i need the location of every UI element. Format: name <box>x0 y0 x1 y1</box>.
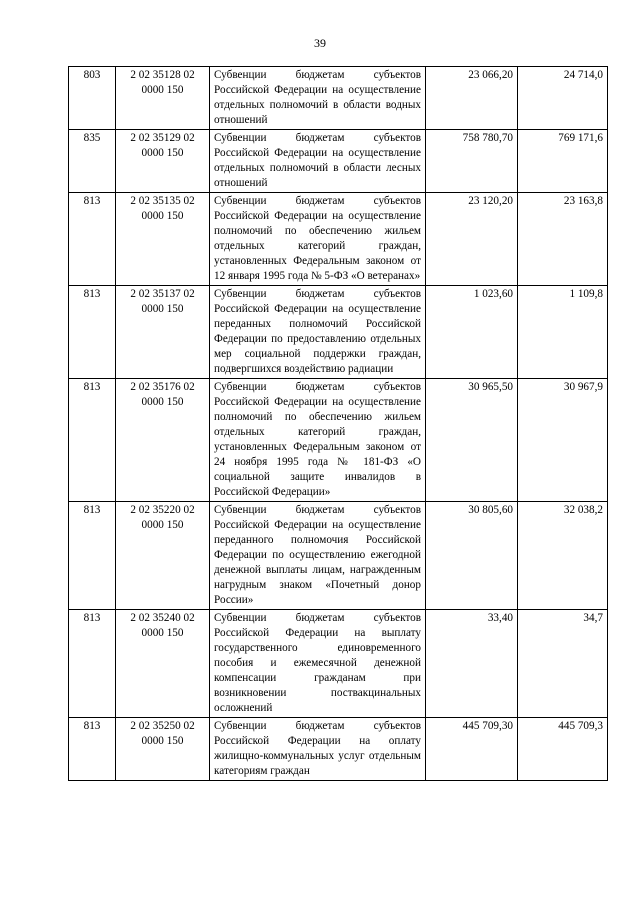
budget-code-line-1: 2 02 35129 02 <box>130 132 195 144</box>
budget-code-line-2: 0000 150 <box>141 627 184 639</box>
budget-code-cell <box>116 379 210 502</box>
budget-code-line-1: 2 02 35176 02 <box>130 381 195 393</box>
budget-code-line-2: 0000 150 <box>141 303 184 315</box>
amount-cell-1: 758 780,70 <box>426 130 518 193</box>
table-row <box>69 610 608 718</box>
description-cell: Субвенции бюджетам субъектов Российской Федерации на осуществление переданных полномочий Российской Федерации по предоставлению отдельных мер социальной поддержки граждан, подвергшихся воздействию радиации <box>210 286 426 379</box>
budget-code-line-1: 2 02 35135 02 <box>130 195 195 207</box>
admin-code-cell: 803 <box>69 67 116 130</box>
budget-table <box>68 66 608 781</box>
budget-code-line-1: 2 02 35240 02 <box>130 612 195 624</box>
amount-cell-1: 33,40 <box>426 610 518 718</box>
amount-cell-1: 23 066,20 <box>426 67 518 130</box>
amount-cell-1: 445 709,30 <box>426 718 518 781</box>
table-row <box>69 193 608 286</box>
table-body <box>69 67 608 781</box>
amount-cell-2: 23 163,8 <box>518 193 608 286</box>
budget-code-cell <box>116 610 210 718</box>
admin-code-cell: 813 <box>69 193 116 286</box>
budget-code-line-1: 2 02 35250 02 <box>130 720 195 732</box>
budget-code-cell <box>116 502 210 610</box>
page-number: 39 <box>314 36 326 50</box>
amount-cell-1: 23 120,20 <box>426 193 518 286</box>
amount-cell-2: 32 038,2 <box>518 502 608 610</box>
amount-cell-2: 30 967,9 <box>518 379 608 502</box>
description-cell: Субвенции бюджетам субъектов Российской Федерации на оплату жилищно-коммунальных услуг отдельным категориям граждан <box>210 718 426 781</box>
budget-code-line-1: 2 02 35128 02 <box>130 69 195 81</box>
budget-code-line-2: 0000 150 <box>141 735 184 747</box>
amount-cell-2: 445 709,3 <box>518 718 608 781</box>
table-row <box>69 286 608 379</box>
amount-cell-2: 769 171,6 <box>518 130 608 193</box>
admin-code-cell: 813 <box>69 718 116 781</box>
admin-code-cell: 813 <box>69 379 116 502</box>
budget-code-cell <box>116 718 210 781</box>
budget-code-line-2: 0000 150 <box>141 396 184 408</box>
amount-cell-2: 24 714,0 <box>518 67 608 130</box>
budget-code-cell <box>116 286 210 379</box>
amount-cell-1: 30 805,60 <box>426 502 518 610</box>
budget-code-line-1: 2 02 35220 02 <box>130 504 195 516</box>
description-cell: Субвенции бюджетам субъектов Российской Федерации на осуществление отдельных полномочий в области лесных отношений <box>210 130 426 193</box>
admin-code-cell: 813 <box>69 610 116 718</box>
budget-code-line-2: 0000 150 <box>141 147 184 159</box>
budget-code-line-2: 0000 150 <box>141 210 184 222</box>
amount-cell-1: 30 965,50 <box>426 379 518 502</box>
budget-code-cell <box>116 130 210 193</box>
admin-code-cell: 813 <box>69 286 116 379</box>
description-cell: Субвенции бюджетам субъектов Российской Федерации на осуществление отдельных полномочий в области водных отношений <box>210 67 426 130</box>
amount-cell-1: 1 023,60 <box>426 286 518 379</box>
budget-code-line-2: 0000 150 <box>141 84 184 96</box>
table-row <box>69 379 608 502</box>
description-cell: Субвенции бюджетам субъектов Российской Федерации на выплату государственного единовременного пособия и ежемесячной денежной компенсации гражданам при возникновении поствакцинальных осложнений <box>210 610 426 718</box>
description-cell: Субвенции бюджетам субъектов Российской Федерации на осуществление переданного полномочия Российской Федерации по осуществлению ежегодной денежной выплаты лицам, награжденным нагрудным знаком «Почетный донор России» <box>210 502 426 610</box>
table-row <box>69 718 608 781</box>
budget-code-cell <box>116 67 210 130</box>
budget-code-line-1: 2 02 35137 02 <box>130 288 195 300</box>
table-row <box>69 67 608 130</box>
description-cell: Субвенции бюджетам субъектов Российской Федерации на осуществление полномочий по обеспечению жильем отдельных категорий граждан, установленных Федеральным законом от 24 ноября 1995 года № 181-ФЗ «О социальной защите инвалидов в Российской Федерации» <box>210 379 426 502</box>
admin-code-cell: 835 <box>69 130 116 193</box>
table-row <box>69 502 608 610</box>
budget-code-cell <box>116 193 210 286</box>
amount-cell-2: 34,7 <box>518 610 608 718</box>
table-row <box>69 130 608 193</box>
budget-code-line-2: 0000 150 <box>141 519 184 531</box>
admin-code-cell: 813 <box>69 502 116 610</box>
description-cell: Субвенции бюджетам субъектов Российской Федерации на осуществление полномочий по обеспечению жильем отдельных категорий граждан, установленных Федеральным законом от 12 января 1995 года № 5-ФЗ «О ветеранах» <box>210 193 426 286</box>
amount-cell-2: 1 109,8 <box>518 286 608 379</box>
